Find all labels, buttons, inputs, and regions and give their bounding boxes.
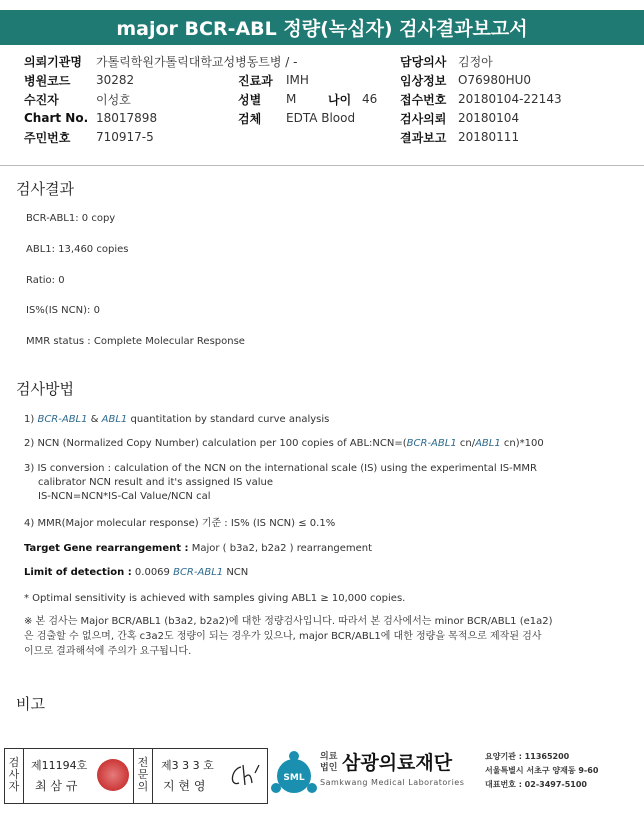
- divider: [0, 165, 644, 166]
- report-title: major BCR-ABL 정량(녹십자) 검사결과보고서: [0, 10, 644, 45]
- receipt-label: 접수번호: [400, 92, 447, 107]
- examiner-label: 검사자: [8, 756, 20, 793]
- dept-value: IMH: [286, 73, 309, 87]
- result-line: Ratio: 0: [26, 275, 65, 286]
- id-value: 710917-5: [96, 130, 154, 144]
- result-line: MMR status : Complete Molecular Response: [26, 336, 245, 347]
- specialist-no: 제3 3 3 호: [161, 759, 214, 772]
- examiner-no: 제11194호: [31, 759, 88, 772]
- limit-detection: Limit of detection : 0.0069 BCR-ABL1 NCN: [24, 567, 249, 578]
- signature-box: [4, 748, 268, 804]
- examiner-seal-icon: [97, 759, 129, 791]
- age-label: 나이: [328, 92, 352, 107]
- method-item-2: 2) NCN (Normalized Copy Number) calculation per 100 copies of ABL:NCN=(BCR-ABL1 cn/ABL1 cn)*100: [24, 438, 544, 449]
- chart-value: 18017898: [96, 111, 158, 125]
- code-value: 30282: [96, 73, 135, 87]
- sml-logo-icon: [270, 750, 318, 802]
- method-item-1: 1) BCR-ABL1 & ABL1 quantitation by standard curve analysis: [24, 414, 330, 425]
- ward-value: 병동트병 / -: [235, 54, 298, 69]
- receipt-value: 20180104-22143: [458, 92, 562, 106]
- collector-label: 수진자: [24, 92, 59, 107]
- method-item-4: 4) MMR(Major molecular response) 기준 : IS% (IS NCN) ≤ 0.1%: [24, 518, 336, 529]
- method-item-3: 3) IS conversion : calculation of the NCN on the international scale (IS) using the experimental IS-MMR calibrator NCN result and it's assigned IS value IS-NCN=NCN*IS-Cal Value/NCN cal: [24, 463, 537, 502]
- request-value: 20180104: [458, 111, 520, 125]
- request-label: 검사의뢰: [400, 111, 447, 126]
- method-note: ※ 본 검사는 Major BCR/ABL1 (b3a2, b2a2)에 대한 정량검사입니다. 따라서 본 검사에서는 minor BCR/ABL1 (e1a2) 은 검출할 수 없으며, 간혹 c3a2도 정량이 되는 경우가 있으나, major BCR/ABL1에 대한 정량을 목적으로 제작된 검사 이므로 결과해석에 주의가 요구됩니다.: [24, 616, 553, 657]
- optimal-note: * Optimal sensitivity is achieved with samples giving ABL1 ≥ 10,000 copies.: [24, 593, 406, 604]
- target-gene: Target Gene rearrangement : Major ( b3a2, b2a2 ) rearrangement: [24, 543, 373, 554]
- report-value: 20180111: [458, 130, 520, 144]
- id-label: 주민번호: [24, 130, 71, 145]
- remark-title: 비고: [16, 695, 45, 713]
- result-line: ABL1: 13,460 copies: [26, 244, 129, 255]
- chart-label: Chart No.: [24, 111, 89, 125]
- footer: [0, 746, 644, 806]
- report-label: 결과보고: [400, 130, 447, 145]
- specimen-value: EDTA Blood: [286, 111, 356, 125]
- method-title: 검사방법: [16, 380, 74, 398]
- specimen-label: 검체: [238, 111, 262, 126]
- org-name: 삼광의료재단: [342, 752, 453, 774]
- code-label: 병원코드: [24, 73, 71, 88]
- org-prefix: 의료 법인: [320, 752, 338, 773]
- hospital-value: 가톨릭학원가톨릭대학교성: [96, 54, 236, 69]
- result-line: IS%(IS NCN): 0: [26, 305, 100, 316]
- signature-icon: [225, 761, 261, 791]
- sex-label: 성별: [238, 92, 262, 107]
- examiner-name: 최 삼 규: [35, 779, 78, 793]
- clinical-label: 임상정보: [400, 73, 447, 88]
- sex-value: M: [286, 92, 297, 106]
- specialist-name: 지 현 영: [163, 779, 206, 793]
- sml-logo-text: SML: [283, 773, 305, 783]
- specialist-label: 전문의: [137, 756, 149, 793]
- clinical-value: O76980HU0: [458, 73, 532, 87]
- result-line: BCR-ABL1: 0 copy: [26, 213, 116, 224]
- results-title: 검사결과: [16, 180, 74, 198]
- org-address: 요양기관 : 11365200 서울특별시 서초구 양재동 9-60 대표번호 : 02-3497-5100: [485, 752, 599, 789]
- age-value: 46: [362, 92, 378, 106]
- dept-label: 진료과: [238, 73, 273, 88]
- doctor-label: 담당의사: [400, 54, 447, 69]
- hospital-label: 의뢰기관명: [24, 54, 82, 69]
- collector-value: 이성호: [96, 92, 131, 107]
- org-en: Samkwang Medical Laboratories: [320, 778, 465, 787]
- doctor-value: 김정아: [458, 54, 493, 69]
